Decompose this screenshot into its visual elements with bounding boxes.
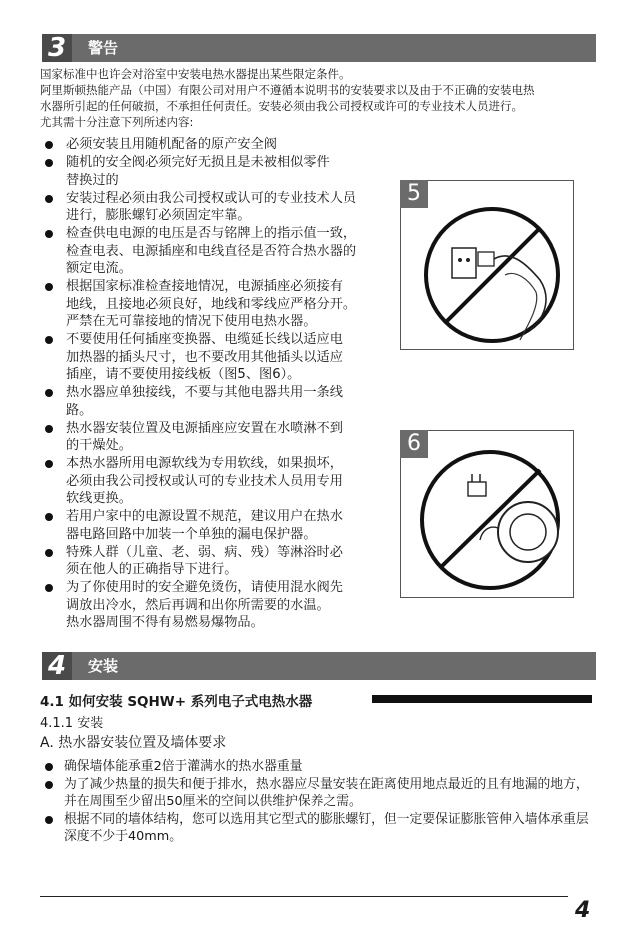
bullet-icon [45, 195, 53, 203]
list-item [40, 544, 385, 579]
figure-6-label: 6 [400, 430, 428, 458]
bullet-icon [45, 336, 53, 344]
figure-5-label: 5 [400, 180, 428, 208]
subsection-a-title: A. 热水器安装位置及墙体要求 [40, 735, 227, 751]
section-3-intro [40, 66, 610, 130]
bullet-icon [45, 513, 53, 521]
intro-line: 尤其需十分注意下列所述内容: [40, 115, 194, 129]
list-item-text: 检查供电电源的电压是否与铭牌上的指示值一致， [66, 226, 357, 241]
list-item [40, 190, 385, 225]
list-item-text: 须在他人的正确指导下进行。 [66, 562, 238, 577]
list-item-text: 的干燥处。 [66, 438, 132, 453]
section-3-header [42, 34, 596, 62]
list-item-text: 热水器安装位置及电源插座应安置在水喷淋不到 [66, 420, 343, 436]
list-item [40, 278, 385, 331]
list-item-text: 地线，且接地必须良好，地线和零线应严格分开。 [66, 296, 357, 312]
list-item-text: 特殊人群（儿童、老、弱、病、残）等淋浴时必 [66, 544, 343, 560]
list-item [40, 331, 385, 384]
intro-line: 水器所引起的任何破损，不承担任何责任。安装必须由我公司授权或许可的专业技术人员进行。 [40, 99, 523, 113]
figure-6 [400, 430, 574, 598]
list-item-text: 软线更换。 [66, 491, 132, 506]
footer-rule [40, 896, 568, 897]
warning-list [40, 136, 385, 632]
bullet-icon [45, 816, 53, 824]
list-item-text: 安装过程必须由我公司授权或认可的专业技术人员 [66, 190, 357, 206]
list-item-text: 不要使用任何插座变换器、电缆延长线以适应电 [66, 332, 343, 347]
bullet-icon [45, 389, 53, 397]
list-item-text: 进行，膨胀螺钉必须固定牢靠。 [66, 208, 251, 223]
bullet-icon [45, 584, 53, 592]
bullet-icon [45, 549, 53, 557]
section-4-header [42, 652, 596, 680]
list-item-text: 热水器应单独接线，不要与其他电器共用一条线 [66, 385, 343, 400]
section-3-number: 3 [42, 34, 72, 62]
list-item-text: 插座，请不要使用接线板（图5、图6）。 [66, 367, 301, 382]
list-item-text: 路。 [66, 402, 93, 418]
list-item-text: 检查电表、电源插座和电线直径是否符合热水器的 [66, 243, 357, 259]
list-item [40, 758, 600, 776]
list-item-text: 若用户家中的电源设置不规范，建议用户在热水 [66, 509, 343, 524]
intro-line: 国家标准中也许会对浴室中安装电热水器提出某些限定条件。 [40, 67, 351, 81]
list-item-text: 调放出冷水，然后再调和出你所需要的水温。 [66, 597, 330, 613]
figure-5 [400, 180, 574, 350]
list-item-text: 必须安装且用随机配备的原产安全阀 [66, 137, 277, 152]
bullet-icon [45, 283, 53, 291]
list-item-text: 根据不同的墙体结构，您可以选用其它型式的膨胀螺钉，但一定要保证膨胀管 [64, 811, 500, 827]
list-item [40, 154, 385, 189]
list-item [40, 384, 385, 419]
list-item-text: 为了减少热量的损失和便于排水，热水器应尽量安装在距离使用地点最近的且 [64, 776, 500, 792]
bullet-icon [45, 763, 53, 771]
list-item [40, 136, 385, 154]
list-item [40, 420, 385, 455]
list-item-text: 有地漏的地方，并在周围至少留出50厘米的空间以供维护保养之需。 [64, 776, 589, 809]
list-item-text: 伸入墙体承重层深度不少于40mm。 [64, 811, 589, 844]
heading-rule [372, 695, 592, 703]
list-item [40, 455, 385, 508]
bullet-icon [45, 460, 53, 468]
section-3-title: 警告 [88, 39, 119, 57]
list-item-text: 确保墙体能承重2倍于灌满水的热水器重量 [64, 759, 303, 774]
list-item [40, 225, 385, 278]
page-number: 4 [575, 898, 591, 923]
list-item [40, 776, 600, 811]
list-item-text: 额定电流。 [66, 261, 132, 276]
subsection-4-1-1-title: 4.1.1 安装 [40, 716, 104, 731]
bullet-icon [45, 159, 53, 167]
subsection-4-1-title: 4.1 如何安装 SQHW+ 系列电子式电热水器 [40, 694, 313, 710]
list-item-text: 为了你使用时的安全避免烫伤，请使用混水阀先 [66, 580, 343, 595]
list-item [40, 508, 385, 543]
list-item-text: 随机的安全阀必须完好无损且是未被相似零件 [66, 155, 330, 170]
list-item-text: 必须由我公司授权或认可的专业技术人员用专用 [66, 473, 343, 489]
section-4-number: 4 [42, 652, 72, 680]
intro-line: 阿里斯顿热能产品（中国）有限公司对用户不遵循本说明书的安装要求以及由于不正确的安装电热 [40, 83, 535, 97]
list-item-text: 器电路回路中加装一个单独的漏电保护器。 [66, 526, 317, 542]
list-item-text: 加热器的插头尺寸，也不要改用其他插头以适应 [66, 349, 343, 365]
list-item-text: 热水器周围不得有易燃易爆物品。 [66, 615, 264, 630]
section-4-title: 安装 [88, 657, 119, 675]
list-item [40, 579, 385, 632]
bullet-icon [45, 781, 53, 789]
installation-requirements-list [40, 758, 600, 846]
bullet-icon [45, 141, 53, 149]
list-item [40, 811, 600, 846]
list-item-text: 替换过的 [66, 172, 119, 188]
bullet-icon [45, 230, 53, 238]
list-item-text: 本热水器所用电源软线为专用软线，如果损坏， [66, 456, 343, 471]
list-item-text: 根据国家标准检查接地情况，电源插座必须接有 [66, 279, 343, 294]
list-item-text: 严禁在无可靠接地的情况下使用电热水器。 [66, 314, 317, 329]
bullet-icon [45, 425, 53, 433]
